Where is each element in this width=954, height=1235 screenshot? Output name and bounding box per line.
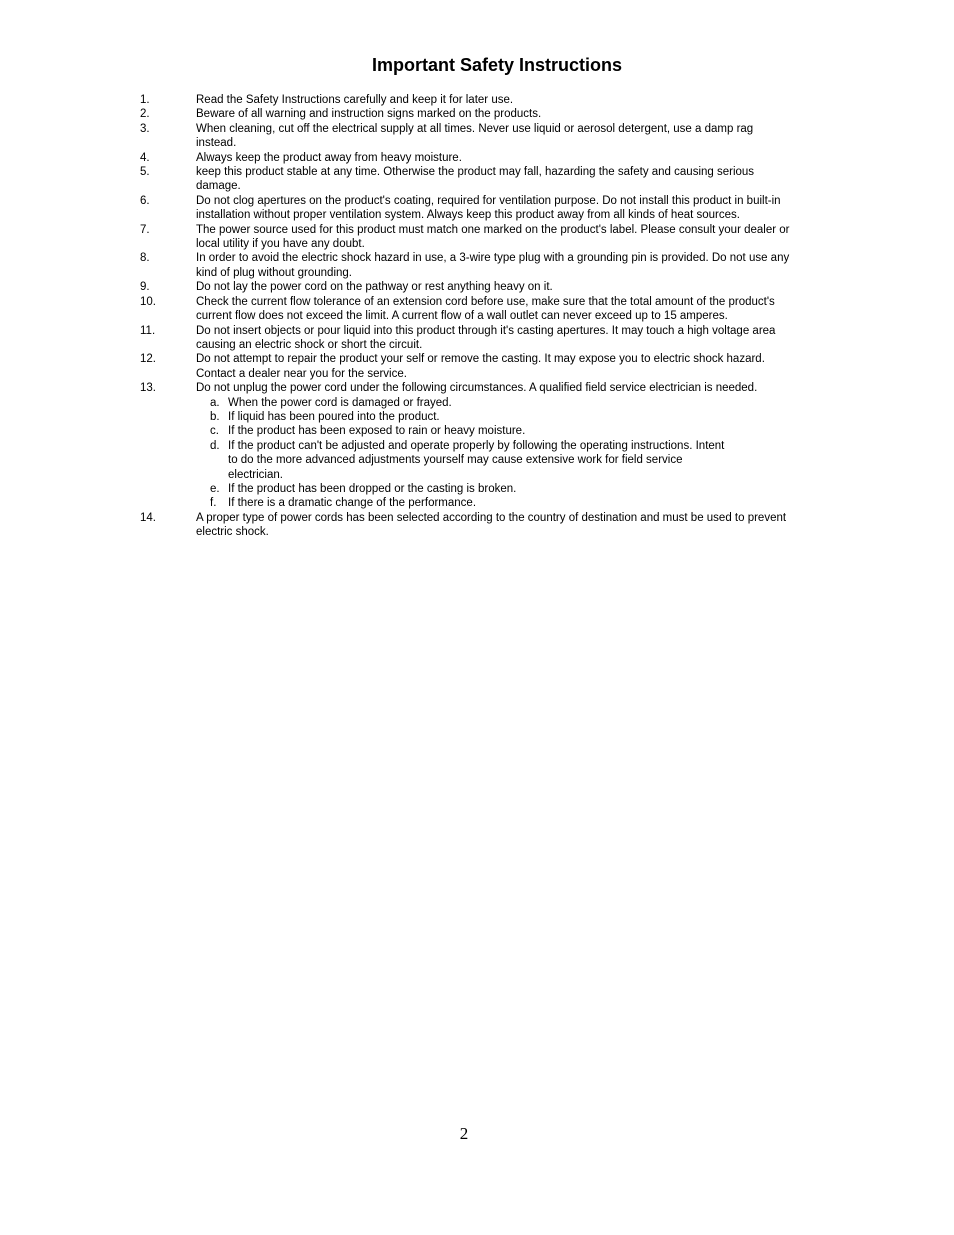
item-number: 11. <box>140 324 156 337</box>
list-item <box>0 165 954 194</box>
sub-list-item <box>0 424 954 438</box>
sub-item-letter: f. <box>210 497 217 510</box>
sub-item-letter: c. <box>210 425 219 438</box>
sub-list-item <box>0 439 954 482</box>
item-number: 3. <box>140 122 150 135</box>
item-text: The power source used for this product must match one marked on the product's label. Please consult your dealer or local utility if you have any doubt. <box>196 223 790 251</box>
item-text: Always keep the product away from heavy moisture. <box>196 151 462 164</box>
list-item <box>0 251 954 280</box>
item-text: Beware of all warning and instruction signs marked on the products. <box>196 108 542 121</box>
sub-list-item <box>0 396 954 410</box>
sub-item-text: If there is a dramatic change of the performance. <box>228 497 477 510</box>
list-item <box>0 295 954 324</box>
sub-list-item <box>0 482 954 496</box>
item-text: Do not clog apertures on the product's coating, required for ventilation purpose. Do not install this product in built-in installation without proper ventilation system. Always keep this product away from all kinds of heat sources. <box>196 194 781 222</box>
list-item <box>0 352 954 381</box>
item-number: 14. <box>140 511 156 524</box>
item-number: 2. <box>140 108 150 121</box>
sub-list-item <box>0 496 954 510</box>
list-item <box>0 93 954 107</box>
item-number: 1. <box>140 94 150 106</box>
item-text: Do not lay the power cord on the pathway or rest anything heavy on it. <box>196 281 553 294</box>
list-item <box>0 223 954 252</box>
sub-item-text: If liquid has been poured into the product. <box>228 410 440 423</box>
item-text: A proper type of power cords has been selected according to the country of destination and must be used to prevent electric shock. <box>196 511 787 539</box>
item-number: 6. <box>140 194 150 207</box>
item-number: 10. <box>140 295 156 308</box>
list-item <box>0 511 954 540</box>
page-title: Important Safety Instructions <box>371 55 623 75</box>
item-number: 9. <box>140 281 150 294</box>
sub-item-text: When the power cord is damaged or frayed. <box>228 396 452 409</box>
sub-item-letter: e. <box>210 482 220 495</box>
item-number: 8. <box>140 252 150 265</box>
item-text: When cleaning, cut off the electrical supply at all times. Never use liquid or aerosol detergent, use a damp rag instead. <box>196 122 754 150</box>
item-number: 7. <box>140 223 150 236</box>
item-text: Do not attempt to repair the product your self or remove the casting. It may expose you to electric shock hazard. Contact a dealer near you for the service. <box>196 353 765 380</box>
item-text: keep this product stable at any time. Otherwise the product may fall, hazarding the safety and causing serious damage. <box>196 166 755 193</box>
item-number: 13. <box>140 382 156 395</box>
sub-item-text: If the product has been exposed to rain or heavy moisture. <box>228 425 526 438</box>
sub-item-text: If the product can't be adjusted and operate properly by following the operating instructions. Intent to do the more advanced adjustments yourself may cause extensive work for field service electrician. <box>228 439 725 481</box>
item-text: Do not unplug the power cord under the following circumstances. A qualified field service electrician is needed. <box>196 382 758 395</box>
sub-list-item <box>0 410 954 424</box>
sub-item-letter: d. <box>210 439 220 452</box>
list-item <box>0 381 954 395</box>
item-text: Read the Safety Instructions carefully and keep it for later use. <box>196 94 514 106</box>
list-item <box>0 107 954 121</box>
sub-item-text: If the product has been dropped or the casting is broken. <box>228 482 517 495</box>
safety-instructions-list <box>0 93 954 540</box>
item-text: Do not insert objects or pour liquid into this product through it's casting apertures. It may touch a high voltage area causing an electric shock or short the circuit. <box>196 324 776 351</box>
list-item <box>0 324 954 353</box>
sub-item-letter: a. <box>210 396 220 409</box>
item-number: 12. <box>140 353 156 366</box>
item-number: 5. <box>140 166 150 179</box>
list-item <box>0 280 954 294</box>
list-item <box>0 151 954 165</box>
page-number: 2 <box>459 1124 469 1143</box>
item-text: Check the current flow tolerance of an extension cord before use, make sure that the total amount of the product's current flow does not exceed the limit. A current flow of a wall outlet can never exceed up to 15 amperes. <box>196 295 775 323</box>
list-item <box>0 194 954 223</box>
list-item <box>0 122 954 151</box>
item-number: 4. <box>140 151 150 164</box>
sub-item-letter: b. <box>210 410 220 423</box>
item-text: In order to avoid the electric shock hazard in use, a 3-wire type plug with a grounding pin is provided. Do not use any kind of plug without grounding. <box>196 252 790 279</box>
